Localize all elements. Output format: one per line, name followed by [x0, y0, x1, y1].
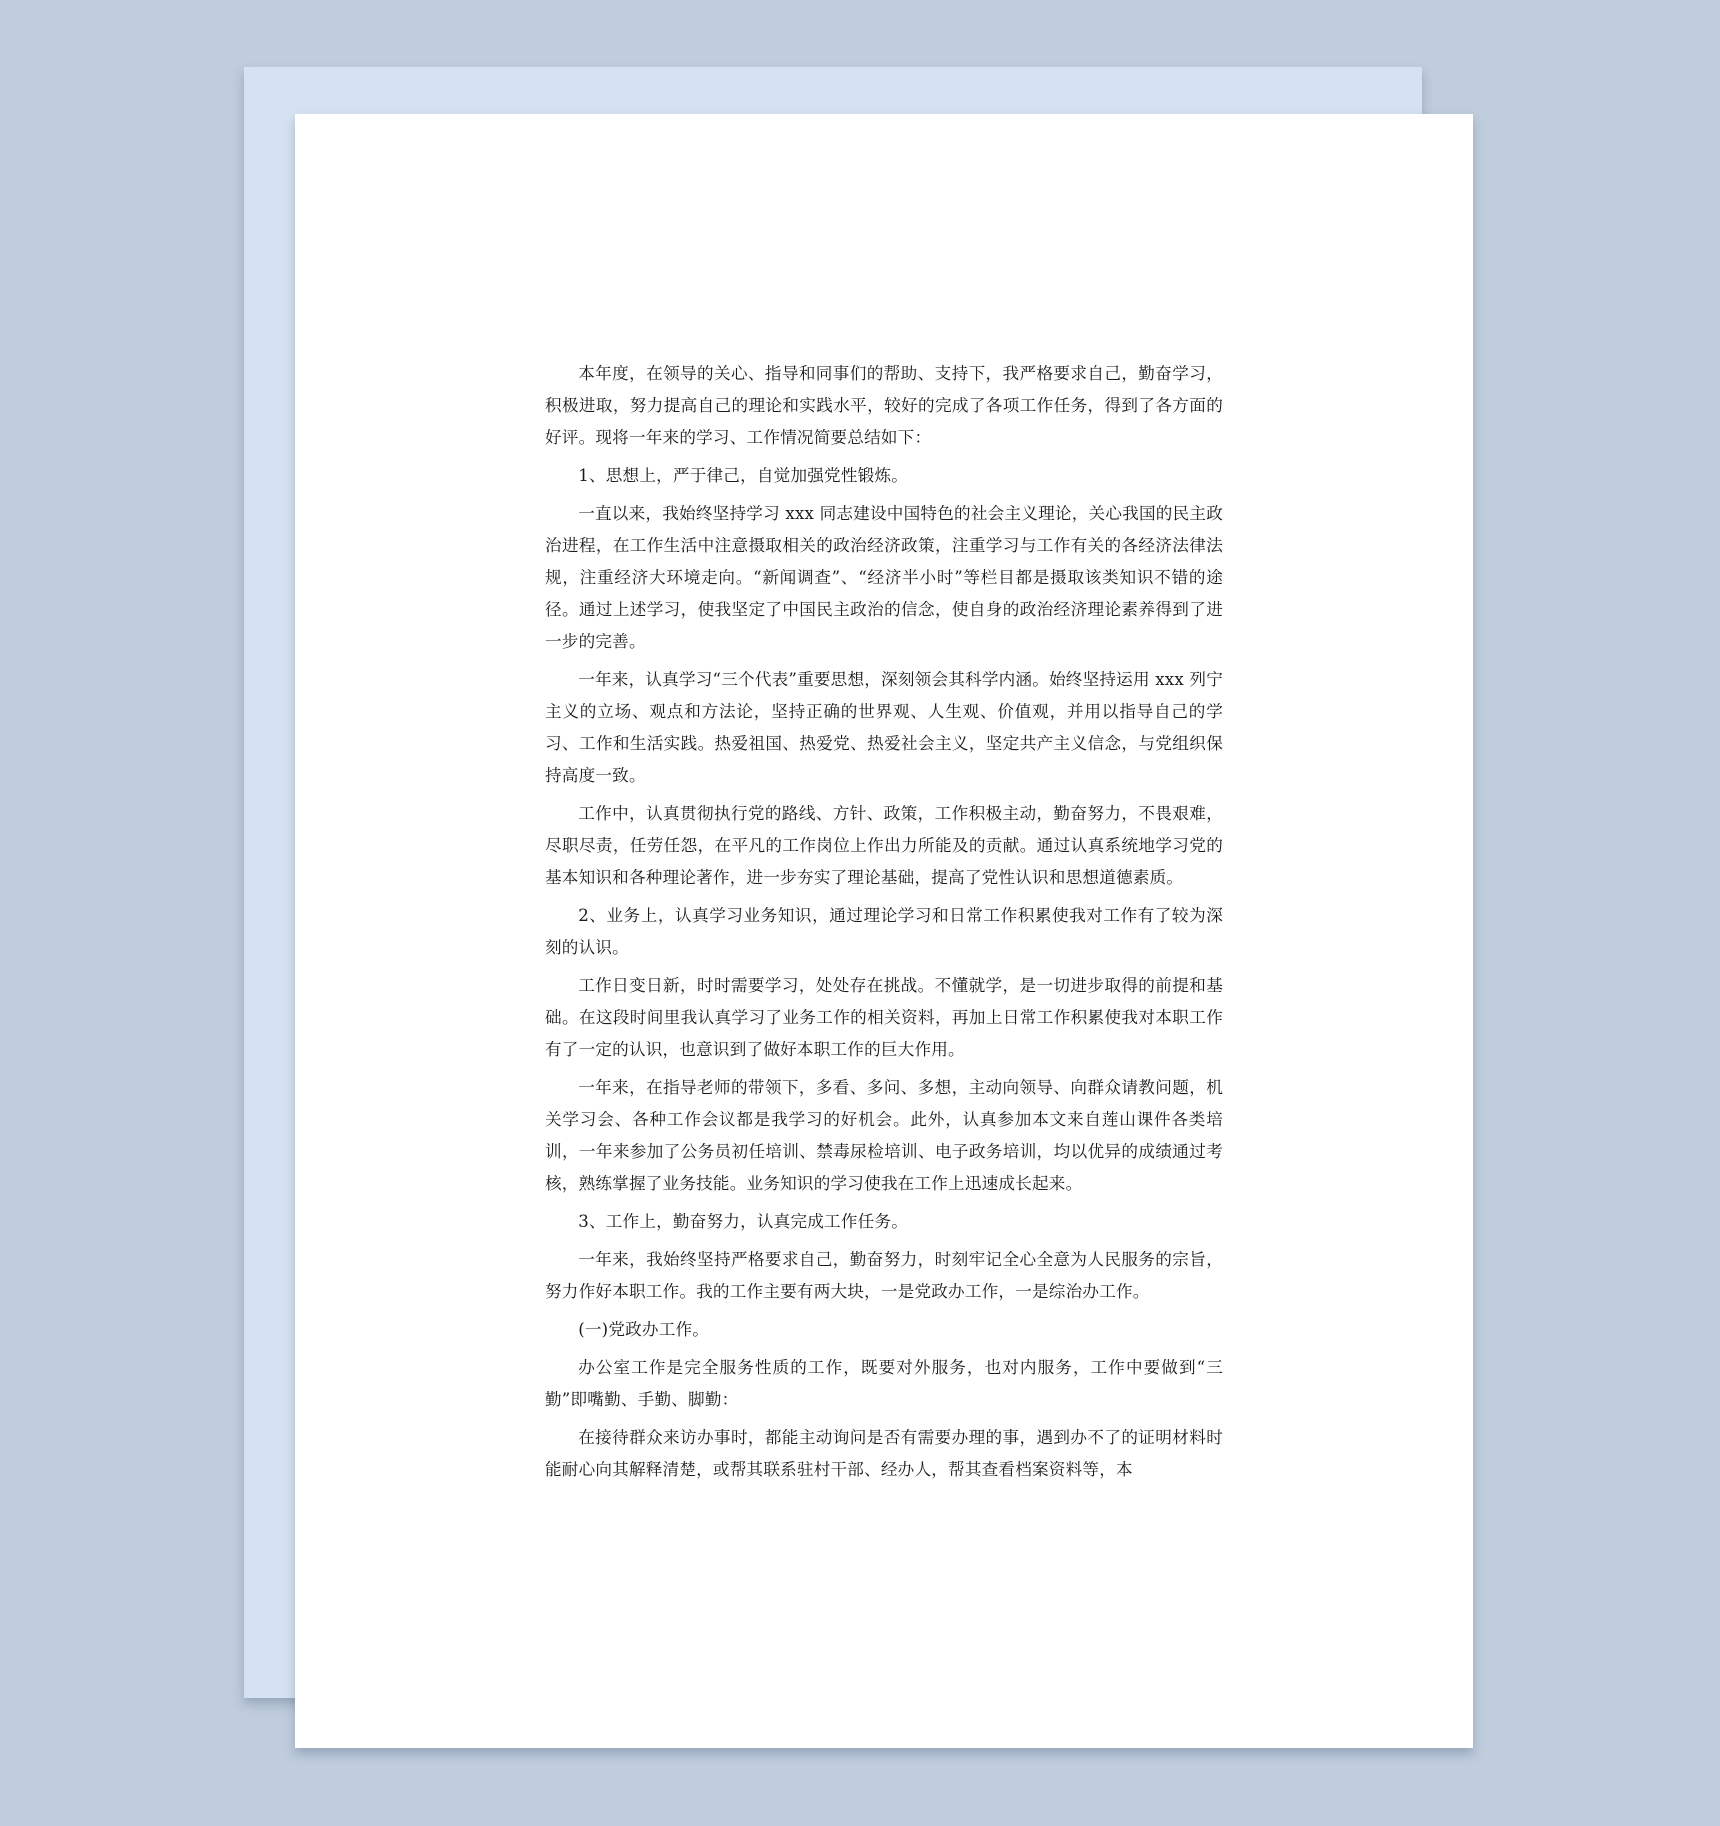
paragraph-intro: 本年度，在领导的关心、指导和同事们的帮助、支持下，我严格要求自己，勤奋学习，积极进取，努力提高自己的理论和实践水平，较好的完成了各项工作任务，得到了各方面的好评。现将一年来的学习、工作情况简要总结如下：	[545, 364, 1223, 447]
document-body	[545, 358, 1223, 1492]
paragraph-duties: 一年来，我始终坚持严格要求自己，勤奋努力，时刻牢记全心全意为人民服务的宗旨，努力作好本职工作。我的工作主要有两大块，一是党政办工作，一是综治办工作。	[545, 1250, 1223, 1301]
front-page-sheet	[295, 114, 1473, 1748]
paragraph-training: 一年来，在指导老师的带领下，多看、多问、多想，主动向领导、向群众请教问题，机关学习会、各种工作会议都是我学习的好机会。此外，认真参加本文来自莲山课件各类培训，一年来参加了公务员初任培训、禁毒尿检培训、电子政务培训，均以优异的成绩通过考核，熟练掌握了业务技能。业务知识的学习使我在工作上迅速成长起来。	[545, 1078, 1223, 1193]
paragraph-work-attitude: 工作中，认真贯彻执行党的路线、方针、政策，工作积极主动，勤奋努力，不畏艰难，尽职尽责，任劳任怨，在平凡的工作岗位上作出力所能及的贡献。通过认真系统地学习党的基本知识和各种理论著作，进一步夯实了理论基础，提高了党性认识和思想道德素质。	[545, 804, 1223, 887]
paragraph-heading-1: 1、思想上，严于律己，自觉加强党性锻炼。	[578, 466, 909, 485]
paragraph-heading-2: 2、业务上，认真学习业务知识，通过理论学习和日常工作积累使我对工作有了较为深刻的认识。	[545, 906, 1223, 957]
paragraph-subheading-party-office: (一)党政办工作。	[578, 1320, 710, 1339]
paragraph-theory-study: 一直以来，我始终坚持学习 xxx 同志建设中国特色的社会主义理论，关心我国的民主政治进程，在工作生活中注意摄取相关的政治经济政策，注重学习与工作有关的各经济法律法规，注重经济大环境走向。“新闻调查”、“经济半小时”等栏目都是摄取该类知识不错的途径。通过上述学习，使我坚定了中国民主政治的信念，使自身的政治经济理论素养得到了进一步的完善。	[545, 504, 1223, 651]
paragraph-three-represents: 一年来，认真学习“三个代表”重要思想，深刻领会其科学内涵。始终坚持运用 xxx 列宁主义的立场、观点和方法论，坚持正确的世界观、人生观、价值观，并用以指导自己的学习、工作和生活实践。热爱祖国、热爱党、热爱社会主义，坚定共产主义信念，与党组织保持高度一致。	[545, 670, 1223, 785]
paragraph-office-service: 办公室工作是完全服务性质的工作，既要对外服务，也对内服务，工作中要做到“三勤”即嘴勤、手勤、脚勤：	[545, 1358, 1223, 1409]
paragraph-reception: 在接待群众来访办事时，都能主动询问是否有需要办理的事，遇到办不了的证明材料时能耐心向其解释清楚，或帮其联系驻村干部、经办人，帮其查看档案资料等，本	[545, 1428, 1223, 1479]
paragraph-learning: 工作日变日新，时时需要学习，处处存在挑战。不懂就学，是一切进步取得的前提和基础。在这段时间里我认真学习了业务工作的相关资料，再加上日常工作积累使我对本职工作有了一定的认识，也意识到了做好本职工作的巨大作用。	[545, 976, 1223, 1059]
paragraph-heading-3: 3、工作上，勤奋努力，认真完成工作任务。	[578, 1212, 909, 1231]
